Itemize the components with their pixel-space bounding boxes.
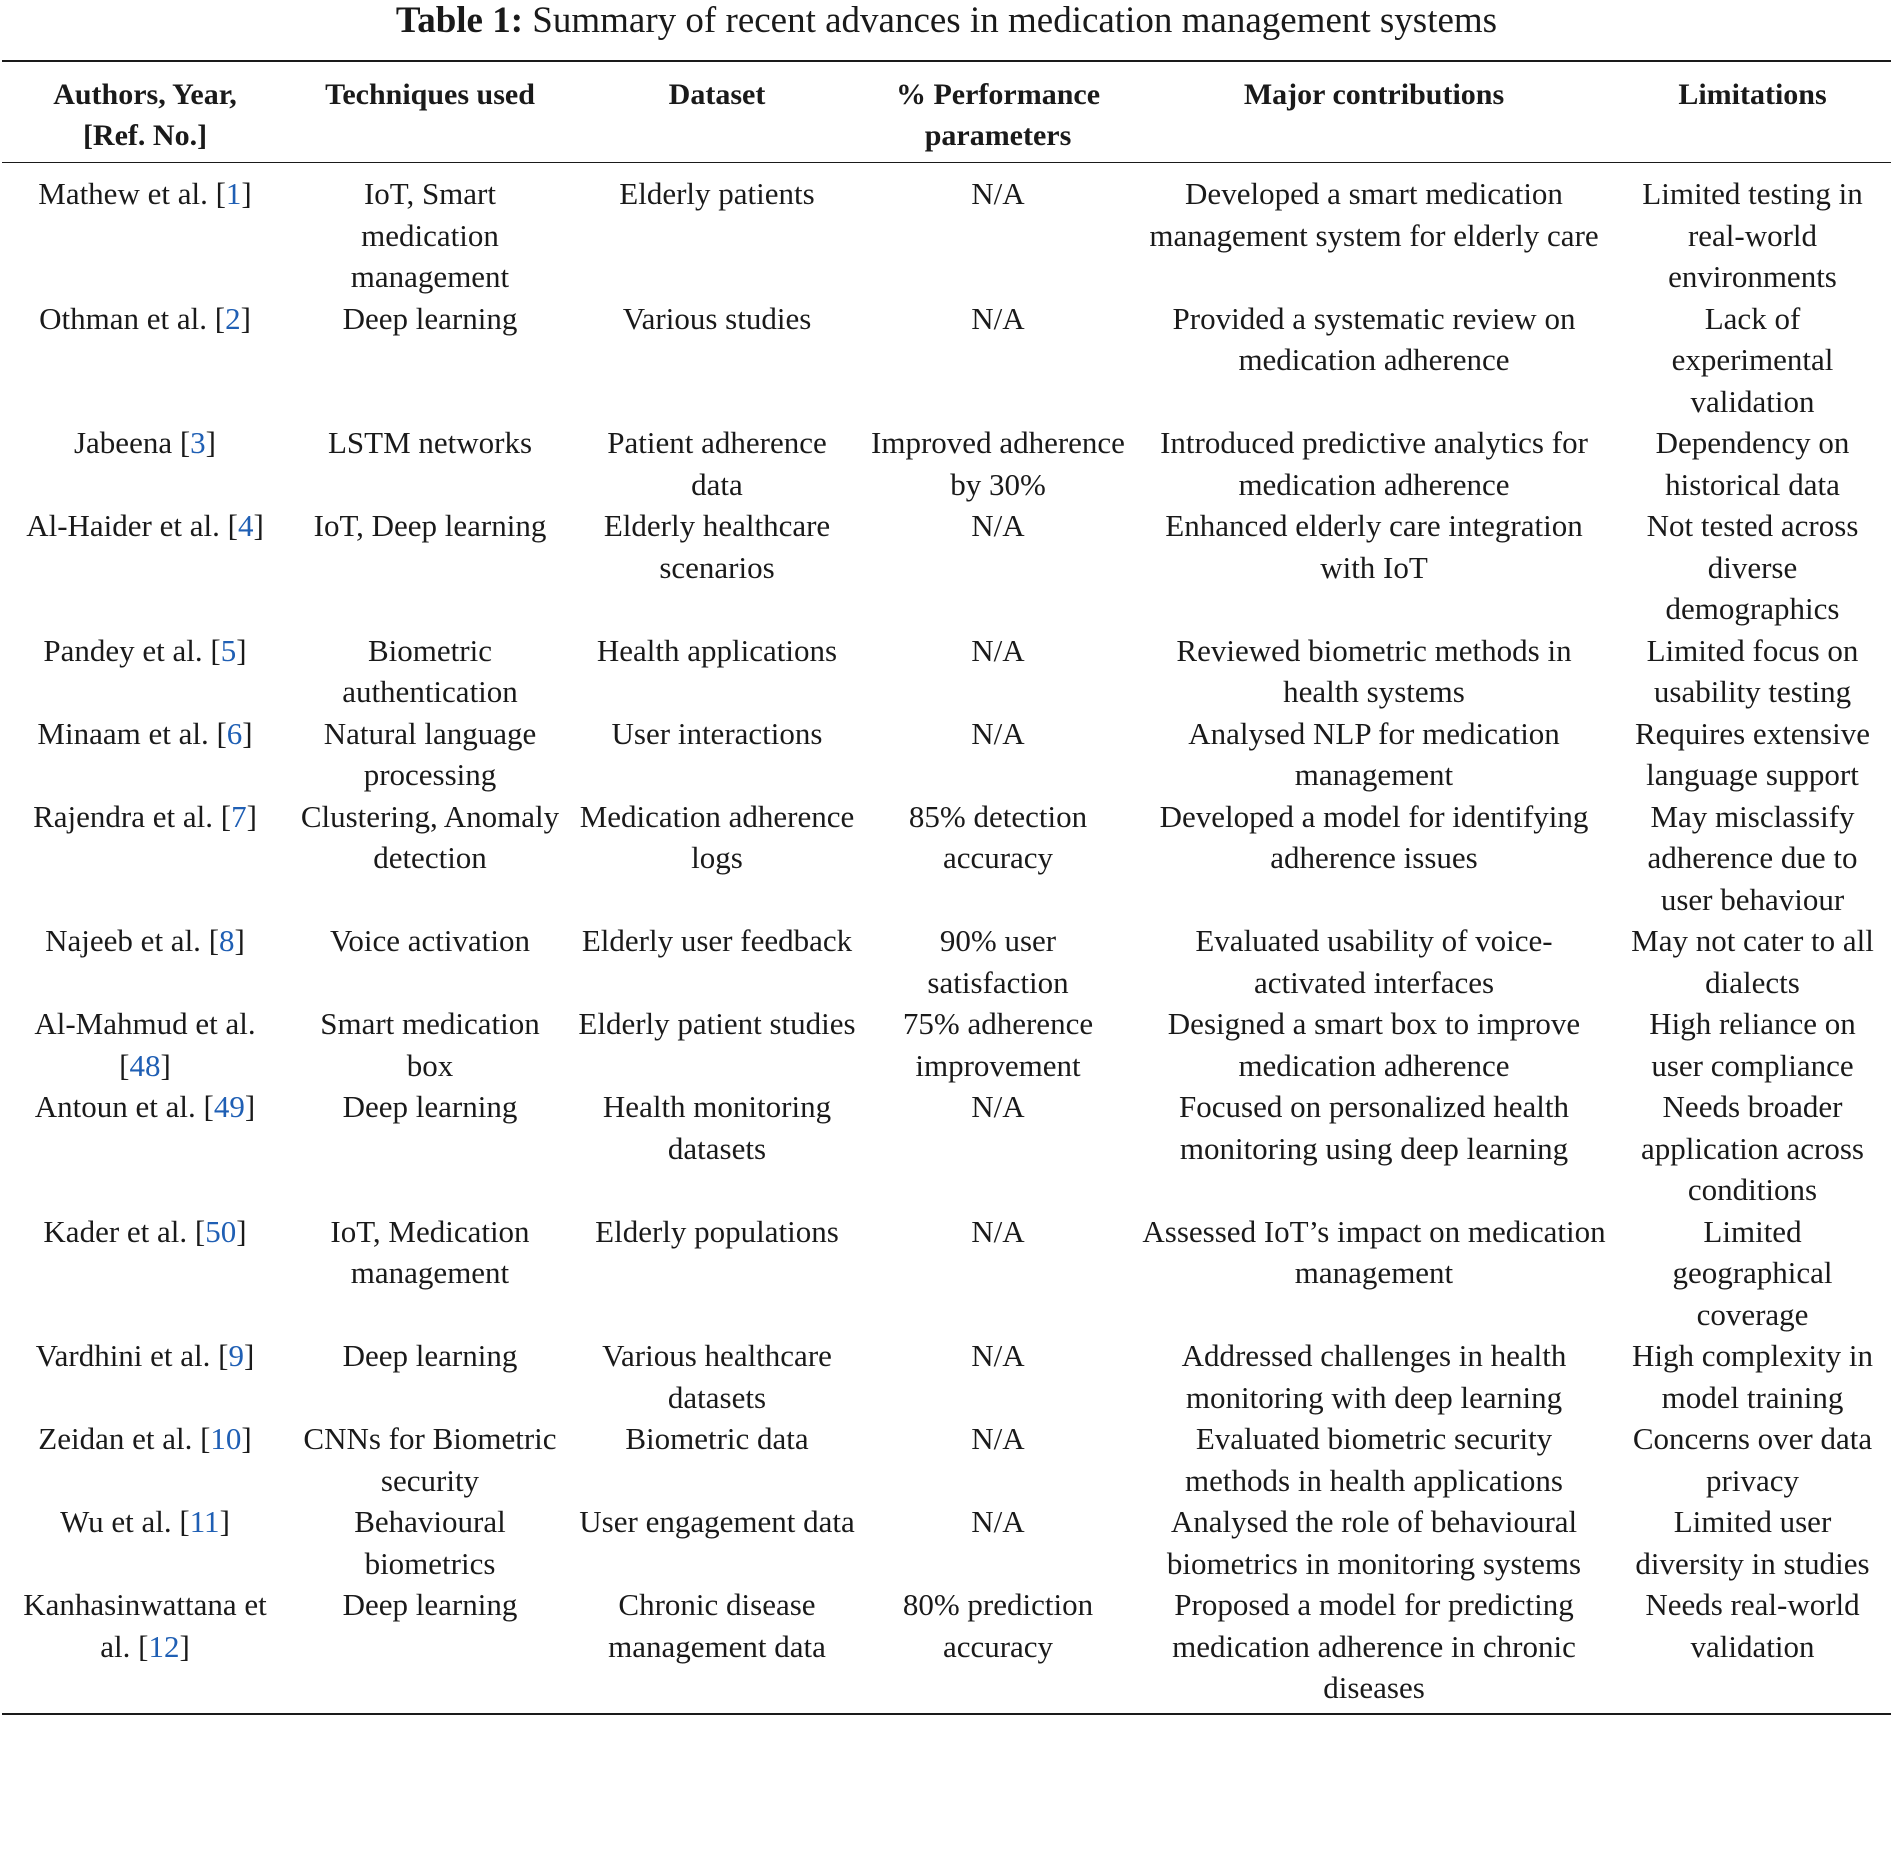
cell-limitations: Limited geographical coverage xyxy=(1672,1213,1833,1332)
cell-performance: N/A xyxy=(971,176,1025,211)
cell-limitations: Needs real-world validation xyxy=(1645,1587,1860,1664)
reference-link[interactable]: 7 xyxy=(231,798,247,834)
cell-contributions: Analysed NLP for medication management xyxy=(1188,715,1560,792)
table-row xyxy=(2,1003,1891,1086)
reference-link[interactable]: 1 xyxy=(225,176,242,211)
author-name: Antoun et al. xyxy=(34,1089,204,1124)
cell-techniques: IoT, Smart medication management xyxy=(350,176,510,294)
cell-techniques: Biometric authentication xyxy=(342,632,518,709)
cell-dataset: Elderly patients xyxy=(619,176,815,211)
cell-contributions: Reviewed biometric methods in health systems xyxy=(1176,632,1572,709)
cell-author: Wu et al. [11] xyxy=(60,1504,230,1539)
table-row xyxy=(2,1584,1891,1714)
cell-contributions: Evaluated usability of voice-activated interfaces xyxy=(1195,923,1553,1000)
cell-dataset: User interactions xyxy=(611,715,823,751)
cell-techniques: CNNs for Biometric security xyxy=(303,1421,557,1498)
reference-link[interactable]: 4 xyxy=(237,508,254,543)
cell-limitations: Limited user diversity in studies xyxy=(1635,1504,1870,1581)
cell-techniques: IoT, Medication management xyxy=(330,1213,530,1290)
table-header xyxy=(2,61,1891,163)
reference-link[interactable]: 2 xyxy=(225,300,241,336)
cell-author: Othman et al. [2] xyxy=(39,300,251,336)
cell-dataset: Health applications xyxy=(596,632,838,668)
cell-performance: 75% adherence improvement xyxy=(902,1006,1094,1083)
table-caption xyxy=(2,0,1891,60)
cell-techniques: Deep learning xyxy=(342,300,518,336)
author-name: Al-Mahmud et al. xyxy=(34,1006,256,1041)
cell-dataset: Various healthcare datasets xyxy=(602,1338,832,1415)
cell-author: Jabeena [3] xyxy=(73,425,216,460)
cell-dataset: Various studies xyxy=(622,300,812,336)
cell-performance: N/A xyxy=(971,508,1025,543)
cell-author: Antoun et al. [49] xyxy=(34,1089,256,1124)
cell-limitations: Dependency on historical data xyxy=(1655,425,1850,502)
caption-label: Table 1: xyxy=(395,0,524,41)
cell-contributions: Analysed the role of behavioural biometrics in monitoring systems xyxy=(1166,1504,1582,1581)
cell-limitations: High complexity in model training xyxy=(1631,1338,1874,1415)
cell-dataset: Chronic disease management data xyxy=(608,1587,826,1664)
cell-performance: Improved adherence by 30% xyxy=(871,425,1125,502)
cell-performance: N/A xyxy=(971,1213,1025,1249)
header-row xyxy=(2,61,1891,163)
author-name: Rajendra et al. xyxy=(33,798,221,834)
author-name: Othman et al. xyxy=(39,300,215,336)
author-name: Zeidan et al. xyxy=(38,1421,201,1456)
cell-author: Mathew et al. [1] xyxy=(38,176,252,211)
table-row xyxy=(2,1211,1891,1336)
cell-dataset: Elderly populations xyxy=(595,1213,839,1249)
table-row xyxy=(2,1335,1891,1418)
cell-contributions: Designed a smart box to improve medication adherence xyxy=(1167,1006,1581,1083)
reference-link[interactable]: 6 xyxy=(226,715,243,751)
table-row xyxy=(2,1086,1891,1211)
header-authors-line1: Authors, Year, xyxy=(53,78,237,111)
cell-contributions: Introduced predictive analytics for medication adherence xyxy=(1160,425,1588,502)
cell-contributions: Developed a smart medication management system for elderly care xyxy=(1149,176,1599,253)
cell-author: Pandey et al. [5] xyxy=(43,632,247,668)
header-techniques: Techniques used xyxy=(325,78,535,111)
reference-link[interactable]: 5 xyxy=(220,632,237,668)
header-limitations: Limitations xyxy=(1678,78,1827,111)
cell-author: Minaam et al. [6] xyxy=(37,715,253,751)
table-row xyxy=(2,1418,1891,1501)
header-performance-line1: % Performance xyxy=(895,78,1101,111)
table-row xyxy=(2,298,1891,423)
cell-author: Najeeb et al. [8] xyxy=(45,923,245,958)
cell-limitations: High reliance on user compliance xyxy=(1649,1006,1856,1083)
reference-link[interactable]: 11 xyxy=(189,1504,220,1539)
cell-techniques: Smart medication box xyxy=(320,1006,540,1083)
cell-techniques: Behavioural biometrics xyxy=(354,1504,506,1581)
author-name: Mathew et al. xyxy=(38,176,216,211)
header-dataset: Dataset xyxy=(668,78,766,111)
table-row xyxy=(2,920,1891,1003)
cell-author: Kanhasinwattana et al. [12] xyxy=(23,1587,267,1664)
cell-dataset: Health monitoring datasets xyxy=(602,1089,832,1166)
reference-link[interactable]: 50 xyxy=(205,1213,237,1249)
cell-author: Kader et al. [50] xyxy=(43,1213,247,1249)
cell-dataset: Elderly healthcare scenarios xyxy=(603,508,831,585)
cell-limitations: May not cater to all dialects xyxy=(1631,923,1874,1000)
cell-techniques: Natural language processing xyxy=(323,715,537,792)
cell-limitations: Lack of experimental validation xyxy=(1671,300,1834,419)
table-row xyxy=(2,163,1891,298)
cell-contributions: Provided a systematic review on medication adherence xyxy=(1172,300,1576,377)
author-name: Minaam et al. xyxy=(37,715,217,751)
cell-limitations: Concerns over data privacy xyxy=(1632,1421,1873,1498)
header-authors-line2: [Ref. No.] xyxy=(82,119,208,152)
cell-author: Rajendra et al. [7] xyxy=(33,798,257,834)
cell-contributions: Addressed challenges in health monitoring with deep learning xyxy=(1181,1338,1567,1415)
author-name: Al-Haider et al. xyxy=(26,508,228,543)
cell-limitations: Requires extensive language support xyxy=(1634,715,1870,792)
table-row xyxy=(2,505,1891,630)
cell-techniques: Voice activation xyxy=(329,923,530,958)
cell-dataset: Patient adherence data xyxy=(607,425,827,502)
author-name: Pandey et al. xyxy=(43,632,211,668)
table-row xyxy=(2,1501,1891,1584)
cell-author: Vardhini et al. [9] xyxy=(35,1338,255,1373)
cell-techniques: Deep learning xyxy=(342,1338,518,1373)
reference-link[interactable]: 8 xyxy=(219,923,235,958)
cell-performance: N/A xyxy=(971,1338,1025,1373)
table-row xyxy=(2,422,1891,505)
cell-techniques: Deep learning xyxy=(342,1587,518,1622)
cell-contributions: Assessed IoT’s impact on medication management xyxy=(1142,1213,1606,1290)
cell-performance: N/A xyxy=(971,1089,1025,1124)
cell-dataset: User engagement data xyxy=(579,1504,855,1539)
author-name: Wu et al. xyxy=(60,1504,180,1539)
cell-limitations: Limited testing in real-world environments xyxy=(1642,176,1863,294)
cell-author: Al-Mahmud et al. [48] xyxy=(34,1006,256,1083)
cell-dataset: Elderly patient studies xyxy=(578,1006,856,1041)
author-name: Kader et al. xyxy=(43,1213,195,1249)
reference-link[interactable]: 49 xyxy=(213,1089,245,1124)
cell-performance: N/A xyxy=(971,632,1025,668)
author-name: Vardhini et al. xyxy=(35,1338,219,1373)
cell-limitations: May misclassify adherence due to user behaviour xyxy=(1647,798,1858,917)
cell-author: Al-Haider et al. [4] xyxy=(26,508,264,543)
author-name: Najeeb et al. xyxy=(45,923,209,958)
cell-limitations: Needs broader application across conditions xyxy=(1641,1089,1864,1207)
cell-limitations: Limited focus on usability testing xyxy=(1646,632,1859,709)
table-row xyxy=(2,630,1891,713)
table-body xyxy=(2,163,1891,1714)
cell-techniques: Clustering, Anomaly detection xyxy=(300,798,560,875)
cell-dataset: Medication adherence logs xyxy=(579,798,855,875)
cell-contributions: Evaluated biometric security methods in health applications xyxy=(1185,1421,1563,1498)
author-name: Kanhasinwattana et al. xyxy=(23,1587,267,1664)
cell-dataset: Elderly user feedback xyxy=(581,923,853,958)
cell-performance: N/A xyxy=(971,1504,1025,1539)
cell-contributions: Developed a model for identifying adherence issues xyxy=(1159,798,1589,875)
cell-contributions: Proposed a model for predicting medication adherence in chronic diseases xyxy=(1172,1587,1576,1705)
cell-limitations: Not tested across diverse demographics xyxy=(1646,508,1859,626)
cell-performance: N/A xyxy=(971,300,1025,336)
cell-dataset: Biometric data xyxy=(625,1421,809,1456)
cell-performance: 85% detection accuracy xyxy=(908,798,1088,875)
cell-performance: 80% prediction accuracy xyxy=(902,1587,1094,1664)
table-row xyxy=(2,796,1891,921)
reference-link[interactable]: 3 xyxy=(190,425,206,460)
header-performance-line2: parameters xyxy=(924,119,1072,152)
cell-performance: N/A xyxy=(971,1421,1025,1456)
cell-performance: 90% user satisfaction xyxy=(927,923,1069,1000)
cell-techniques: Deep learning xyxy=(342,1089,518,1124)
reference-link[interactable]: 12 xyxy=(148,1628,180,1664)
table-row xyxy=(2,713,1891,796)
header-authors xyxy=(2,61,288,163)
cell-techniques: IoT, Deep learning xyxy=(313,508,547,543)
cell-performance: N/A xyxy=(971,715,1025,751)
cell-author: Zeidan et al. [10] xyxy=(38,1421,252,1456)
cell-contributions: Focused on personalized health monitoring using deep learning xyxy=(1179,1089,1569,1166)
cell-techniques: LSTM networks xyxy=(327,425,533,460)
reference-link[interactable]: 9 xyxy=(228,1338,244,1373)
header-contributions: Major contributions xyxy=(1243,78,1505,111)
reference-link[interactable]: 10 xyxy=(210,1421,242,1456)
cell-contributions: Enhanced elderly care integration with IoT xyxy=(1165,508,1583,585)
reference-link[interactable]: 48 xyxy=(129,1047,161,1083)
caption-text: Summary of recent advances in medication management systems xyxy=(523,0,1498,41)
summary-table xyxy=(2,60,1891,1715)
header-performance xyxy=(862,61,1134,163)
author-name: Jabeena xyxy=(73,425,180,460)
